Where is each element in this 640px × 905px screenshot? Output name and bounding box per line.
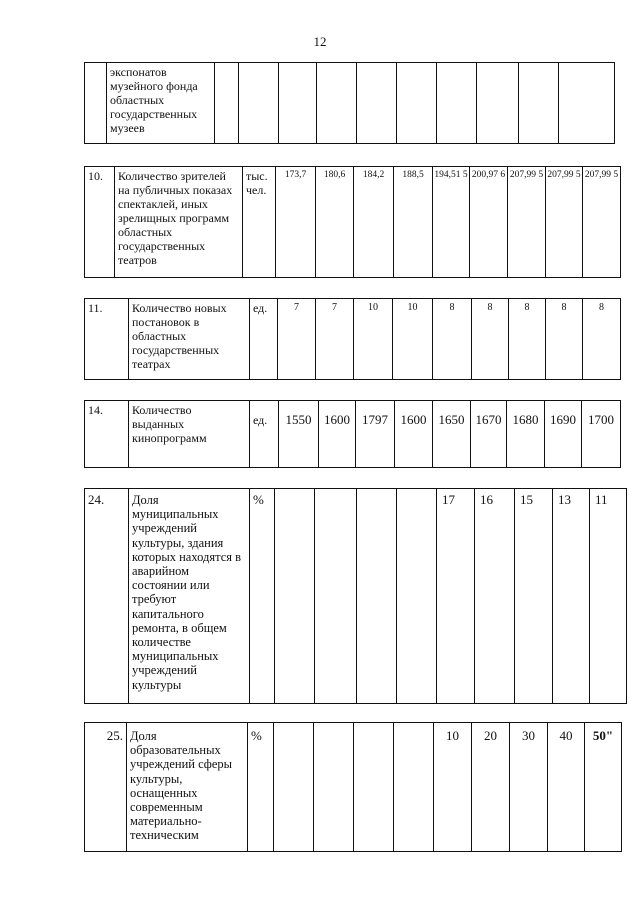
value-cell: 7: [316, 299, 354, 380]
table-row: [85, 401, 621, 468]
value-cell: 10: [354, 299, 393, 380]
value-cell: 8: [472, 299, 509, 380]
row-number: 10.: [85, 167, 115, 278]
row-number: 25.: [85, 723, 127, 852]
value-cell: 10: [434, 723, 472, 852]
row-number: [85, 63, 107, 144]
value-cell: [357, 63, 397, 144]
value-cell: 11: [590, 489, 627, 704]
value-cell: [559, 63, 615, 144]
value-cell: 180,6: [316, 167, 354, 278]
value-cell: 8: [433, 299, 472, 380]
value-cell: 20: [472, 723, 510, 852]
value-cell: [519, 63, 559, 144]
row-description: Количество новых постановок в областных государственных театрах: [129, 299, 250, 380]
value-cell: [397, 489, 437, 704]
table-fragment-row-11: [84, 298, 621, 380]
row-unit: [239, 63, 279, 144]
row-description: Количество выданных кинопрограмм: [129, 401, 250, 468]
value-cell: [279, 63, 317, 144]
value-cell: 200,97 6: [470, 167, 508, 278]
value-cell: 194,51 5: [433, 167, 470, 278]
value-cell: [274, 723, 314, 852]
value-cell: 30: [510, 723, 548, 852]
table-row: [85, 63, 615, 144]
table-fragment-row-10: [84, 166, 621, 278]
value-cell: 1670: [471, 401, 507, 468]
value-cell: [354, 723, 394, 852]
value-cell: 207,99 5: [583, 167, 621, 278]
value-cell: 1550: [279, 401, 319, 468]
value-cell: 188,5: [394, 167, 433, 278]
value-cell: [317, 63, 357, 144]
value-cell: [357, 489, 397, 704]
value-cell: 1700: [582, 401, 621, 468]
table-row: [85, 299, 621, 380]
row-unit: ед.: [250, 299, 278, 380]
row-description: Количество зрителей на публичных показах спектаклей, иных зрелищных программ областных государственных театров: [115, 167, 243, 278]
table-row: [85, 167, 621, 278]
value-cell: 40: [548, 723, 585, 852]
value-cell: [397, 63, 437, 144]
value-cell: [394, 723, 434, 852]
page-number: 12: [313, 34, 327, 49]
table-fragment-row-25: [84, 722, 622, 852]
row-description: Доля образовательных учреждений сферы культуры, оснащенных современным материально-техническим: [127, 723, 248, 852]
value-cell: 1600: [319, 401, 356, 468]
value-cell: [315, 489, 357, 704]
table-row: [85, 723, 622, 852]
table-fragment-row-14: [84, 400, 621, 468]
value-cell: 1650: [433, 401, 471, 468]
value-cell: 1600: [395, 401, 433, 468]
row-unit: %: [250, 489, 275, 704]
value-cell: 1690: [545, 401, 582, 468]
value-cell: 17: [437, 489, 475, 704]
row-unit: %: [248, 723, 274, 852]
value-cell: 13: [553, 489, 590, 704]
table-fragment-continuation: [84, 62, 615, 144]
value-cell: 173,7: [276, 167, 316, 278]
row-description: Доля муниципальных учреждений культуры, здания которых находятся в аварийном состоянии или требуют капитального ремонта, в общем количестве муниципальных учреждений культуры: [129, 489, 250, 704]
value-cell: 8: [509, 299, 546, 380]
value-cell: 207,99 5: [508, 167, 546, 278]
value-cell: [437, 63, 477, 144]
row-description: экспонатов музейного фонда областных государственных музеев: [107, 63, 215, 144]
row-number: 14.: [85, 401, 129, 468]
value-cell: 1797: [356, 401, 395, 468]
row-unit: тыс. чел.: [243, 167, 276, 278]
value-cell: 184,2: [354, 167, 394, 278]
value-cell: 10: [393, 299, 433, 380]
table-fragment-row-24: [84, 488, 627, 704]
table-row: [85, 489, 627, 704]
value-cell: 15: [515, 489, 553, 704]
value-cell: 16: [475, 489, 515, 704]
value-cell: 207,99 5: [546, 167, 583, 278]
value-cell: [314, 723, 354, 852]
value-cell: 50": [585, 723, 622, 852]
value-cell: 1680: [507, 401, 545, 468]
value-cell: [477, 63, 519, 144]
value-cell: [275, 489, 315, 704]
value-cell: 7: [278, 299, 316, 380]
row-unit: ед.: [250, 401, 279, 468]
row-number: 11.: [85, 299, 129, 380]
value-cell: 8: [546, 299, 583, 380]
row-number: 24.: [85, 489, 129, 704]
value-cell: 8: [583, 299, 621, 380]
